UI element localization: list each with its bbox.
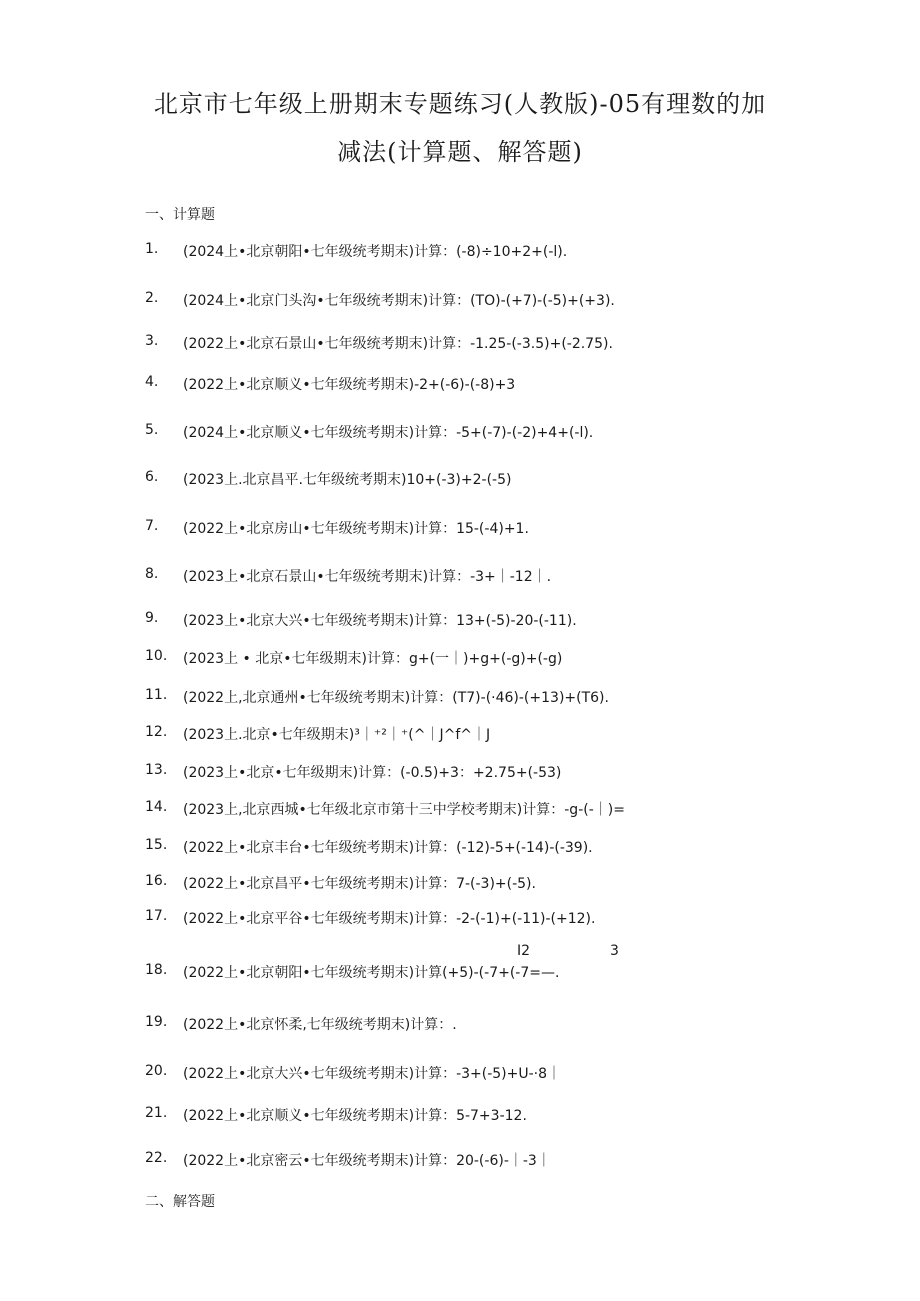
question-number: 13.	[145, 762, 168, 778]
question-text: (2023上•北京•七年级期末)计算：(-0.5)+3：+2.75+(-53)	[183, 765, 562, 781]
question-text: (2022上•北京密云•七年级统考期末)计算：20-(-6)-｜-3｜	[183, 1153, 551, 1169]
page-title-line2: 减法(计算题、解答题)	[337, 138, 583, 166]
question-text: (2023上•北京大兴•七年级统考期末)计算：13+(-5)-20-(-11).	[183, 613, 577, 629]
question-item	[0, 290, 920, 310]
question-item	[0, 333, 920, 353]
section-heading-answers: 二、解答题	[145, 1194, 215, 1210]
question-text: (2023上 • 北京•七年级期末)计算：g+(一｜)+g+(-g)+(-g)	[183, 651, 563, 667]
question-text: (2022上,北京通州•七年级统考期末)计算：(T7)-(·46)-(+13)+(T6).	[183, 690, 609, 706]
q18-fraction-numerator-a: I2	[517, 943, 531, 959]
question-number: 21.	[145, 1105, 168, 1121]
question-item	[0, 962, 920, 982]
question-item	[0, 422, 920, 442]
question-text: (2023上•北京石景山•七年级统考期末)计算：-3+｜-12｜.	[183, 569, 552, 585]
question-text: (2022上•北京石景山•七年级统考期末)计算：-1.25-(-3.5)+(-2.75).	[183, 336, 613, 352]
question-item	[0, 518, 920, 538]
question-text: (2022上•北京大兴•七年级统考期末)计算：-3+(-5)+U-·8｜	[183, 1066, 562, 1082]
question-item	[0, 1105, 920, 1125]
question-item	[0, 1063, 920, 1083]
question-number: 19.	[145, 1014, 168, 1030]
question-item	[0, 687, 920, 707]
question-text: (2024上•北京顺义•七年级统考期末)计算：-5+(-7)-(-2)+4+(-l).	[183, 425, 594, 441]
question-number: 8.	[145, 566, 159, 582]
question-text: (2022上•北京房山•七年级统考期末)计算：15-(-4)+1.	[183, 521, 529, 537]
question-number: 16.	[145, 873, 168, 889]
question-number: 9.	[145, 610, 159, 626]
question-number: 4.	[145, 374, 159, 390]
question-text: (2022上•北京朝阳•七年级统考期末)计算(+5)-(-7+(-7=—.	[183, 965, 560, 981]
question-item	[0, 1014, 920, 1034]
question-number: 5.	[145, 422, 159, 438]
question-text: (2022上•北京顺义•七年级统考期末)-2+(-6)-(-8)+3	[183, 377, 516, 393]
question-number: 22.	[145, 1150, 168, 1166]
question-item	[0, 799, 920, 819]
q18-fraction-numerator-b: 3	[610, 943, 619, 959]
question-number: 14.	[145, 799, 168, 815]
question-text: (2023上,北京西城•七年级北京市第十三中学校考期末)计算：-g-(-｜)=	[183, 802, 625, 818]
question-text: (2022上•北京怀柔,七年级统考期末)计算：.	[183, 1017, 457, 1033]
section-heading-calculation: 一、计算题	[145, 207, 215, 223]
question-number: 10.	[145, 648, 168, 664]
question-number: 7.	[145, 518, 159, 534]
question-item	[0, 762, 920, 782]
question-item	[0, 648, 920, 668]
question-item	[0, 873, 920, 893]
question-number: 18.	[145, 962, 168, 978]
question-number: 3.	[145, 333, 159, 349]
question-number: 1.	[145, 241, 159, 257]
question-item	[0, 566, 920, 586]
page-title-line1: 北京市七年级上册期末专题练习(人教版)-05有理数的加	[153, 90, 767, 118]
question-text: (2022上•北京丰台•七年级统考期末)计算：(-12)-5+(-14)-(-39).	[183, 840, 593, 856]
question-number: 2.	[145, 290, 159, 306]
question-number: 6.	[145, 469, 159, 485]
question-item	[0, 724, 920, 744]
question-item	[0, 837, 920, 857]
question-number: 17.	[145, 908, 168, 924]
question-text: (2023上.北京•七年级期末)³｜⁺²｜⁺(^｜J^f^｜J	[183, 727, 491, 743]
question-item	[0, 1150, 920, 1170]
question-text: (2022上•北京顺义•七年级统考期末)计算：5-7+3-12.	[183, 1108, 527, 1124]
question-item	[0, 610, 920, 630]
question-text: (2024上•北京朝阳•七年级统考期末)计算：(-8)÷10+2+(-l).	[183, 244, 568, 260]
question-text: (2023上.北京昌平.七年级统考期末)10+(-3)+2-(-5)	[183, 472, 512, 488]
question-number: 12.	[145, 724, 168, 740]
question-item	[0, 469, 920, 489]
question-item	[0, 908, 920, 928]
question-number: 11.	[145, 687, 168, 703]
question-item	[0, 374, 920, 394]
question-text: (2024上•北京门头沟•七年级统考期末)计算：(TO)-(+7)-(-5)+(+3).	[183, 293, 615, 309]
question-text: (2022上•北京平谷•七年级统考期末)计算：-2-(-1)+(-11)-(+12).	[183, 911, 596, 927]
question-number: 20.	[145, 1063, 168, 1079]
question-number: 15.	[145, 837, 168, 853]
question-item	[0, 241, 920, 261]
question-text: (2022上•北京昌平•七年级统考期末)计算：7-(-3)+(-5).	[183, 876, 536, 892]
